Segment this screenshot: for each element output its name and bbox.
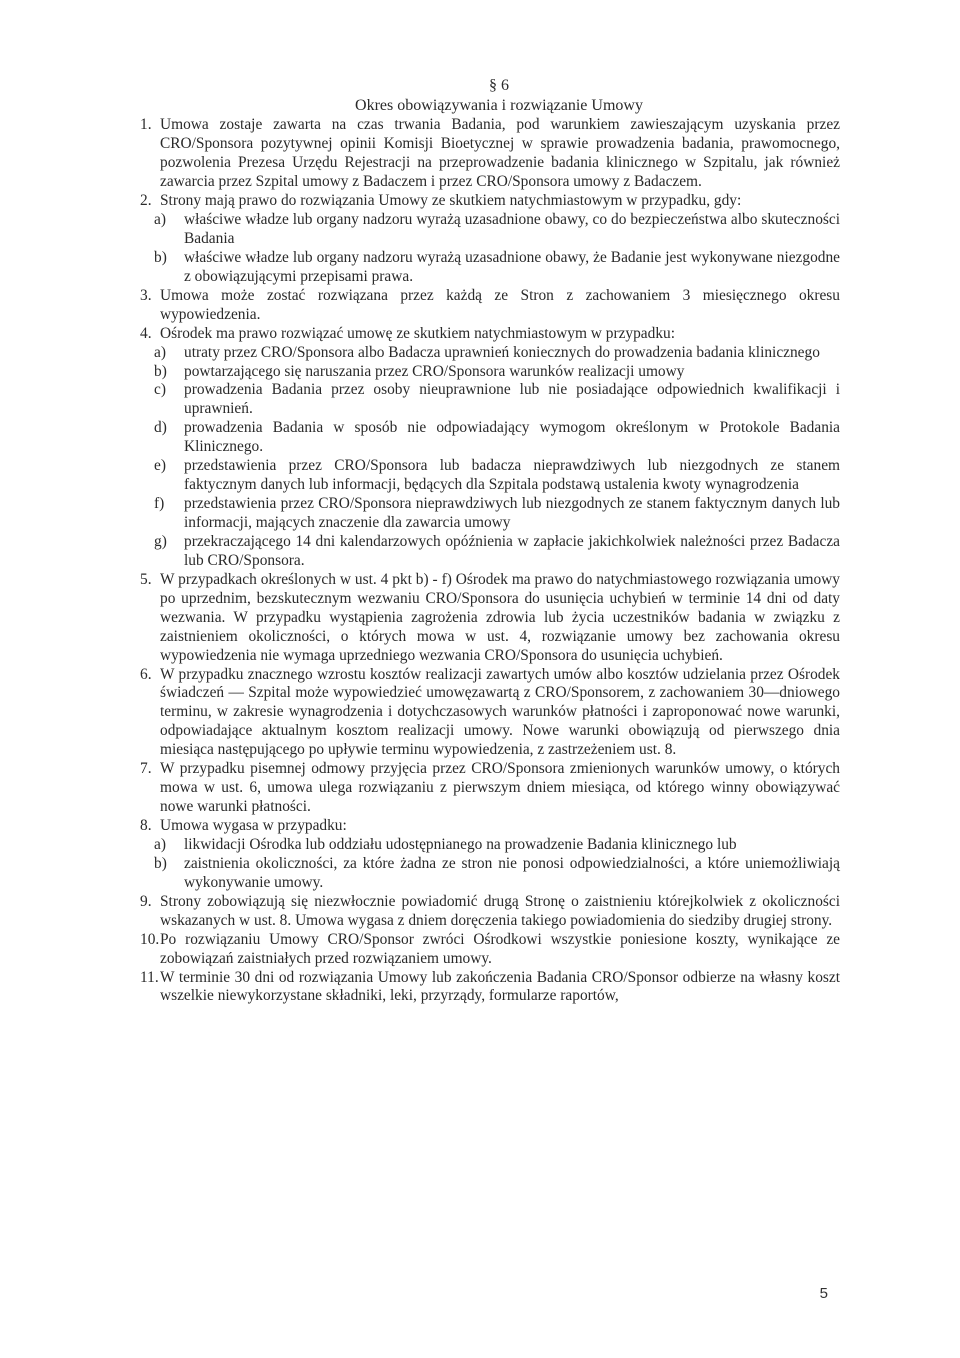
sub-item-text: prowadzenia Badania w sposób nie odpowiadający wymogom określonym w Protokole Badania Klinicznego.: [184, 419, 840, 456]
sub-item: [154, 457, 840, 495]
item-number: 5.: [140, 570, 152, 588]
list-item: [140, 192, 840, 211]
sub-item-text: utraty przez CRO/Sponsora albo Badacza uprawnień koniecznych do prowadzenia badania klinicznego: [184, 343, 820, 361]
sub-item: [154, 419, 840, 457]
sub-item: [154, 344, 840, 363]
item-number: 8.: [140, 817, 152, 835]
sub-item: [154, 533, 840, 571]
list-item: [140, 287, 840, 325]
list-item: [140, 969, 840, 1007]
sub-item-text: przedstawienia przez CRO/Sponsora nieprawdziwych lub niezgodnych ze stanem faktycznym danych lub informacji, mających znaczenie dla zawarcia umowy: [184, 495, 840, 532]
item-text: Umowa zostaje zawarta na czas trwania Badania, pod warunkiem zawieszającym uzyskania przez CRO/Sponsora pozytywnej opinii Komisji Bioetycznej w sprawie prowadzenia badania, prawomocnego, pozwolenia Prezesa Urzędu Rejestracji na przeprowadzenie badania klinicznego w Szpitalu, jak również zawarcia przez Szpital umowy z Badaczem i przez CRO/Sponsora umowy z Badaczem.: [160, 116, 840, 191]
sub-item: [154, 363, 840, 382]
item-number: 6.: [140, 665, 152, 683]
sub-item-letter: a): [154, 835, 166, 853]
sub-item: [154, 249, 840, 287]
document-body: [140, 76, 840, 1006]
list-item: [140, 893, 840, 931]
list-item: [140, 116, 840, 192]
item-text: Strony mają prawo do rozwiązania Umowy ze skutkiem natychmiastowym w przypadku, gdy:: [160, 192, 742, 210]
sub-item-letter: f): [154, 495, 165, 513]
sub-item-text: zaistnienia okoliczności, za które żadna ze stron nie ponosi odpowiedzialności, a które uniemożliwiają wykonywanie umowy.: [184, 854, 840, 891]
sub-item-letter: b): [154, 248, 167, 266]
sub-item-letter: e): [154, 457, 166, 475]
sub-item-letter: d): [154, 419, 167, 437]
list-item: [140, 325, 840, 344]
sub-item: [154, 211, 840, 249]
list-item: [140, 760, 840, 817]
item-text: Umowa może zostać rozwiązana przez każdą ze Stron z zachowaniem 3 miesięcznego okresu wypowiedzenia.: [160, 286, 840, 323]
sub-item-text: właściwe władze lub organy nadzoru wyrażą uzasadnione obawy, co do bezpieczeństwa albo skuteczności Badania: [184, 211, 840, 247]
sub-item-text: przedstawienia przez CRO/Sponsora lub badacza nieprawdziwych lub niezgodnych ze stanem faktycznym danych lub informacji, będących dla Szpitala podstawą ustalenia kwoty wynagrodzenia: [184, 457, 840, 494]
item-text: W przypadkach określonych w ust. 4 pkt b) - f) Ośrodek ma prawo do natychmiastowego rozwiązania umowy po uprzednim, bezskutecznym wezwaniu CRO/Sponsora do usunięcia uchybień w terminie 14 dni od daty wezwania. W przypadku wystąpienia zagrożenia zdrowia lub życia uczestników badania w związku z zaistnieniem okoliczności, o których mowa w ust. 4, rozwiązanie umowy bez zachowania okresu wypowiedzenia nie wymaga uprzedniego wezwania CRO/Sponsora do usunięcia uchybień.: [160, 570, 840, 664]
item-number: 9.: [140, 892, 152, 910]
item-number: 4.: [140, 324, 152, 342]
sub-item-text: prowadzenia Badania przez osoby nieuprawnione lub nie posiadające odpowiednich kwalifikacji i uprawnień.: [184, 381, 840, 418]
sub-item-letter: a): [154, 343, 166, 361]
sub-item: [154, 836, 840, 855]
section-mark: § 6: [489, 77, 509, 94]
sub-item-text: właściwe władze lub organy nadzoru wyrażą uzasadnione obawy, że Badanie jest wykonywane niezgodne z obowiązującymi przepisami prawa.: [184, 248, 840, 285]
item-text: W przypadku pisemnej odmowy przyjęcia przez CRO/Sponsora zmienionych warunków umowy, o których mowa w ust. 6, umowa ulega rozwiązaniu z pierwszym dniem miesiąca, od którego winny obowiązywać nowe warunki płatności.: [160, 760, 840, 816]
item-text: W terminie 30 dni od rozwiązania Umowy lub zakończenia Badania CRO/Sponsor odbierze na własny koszt wszelkie niewykorzystane składniki, leki, przyrządy, formularze raportów,: [160, 968, 840, 1005]
sub-item: [154, 381, 840, 419]
list-item: [140, 571, 840, 666]
list-item: [140, 817, 840, 836]
sub-item: [154, 495, 840, 533]
section-title: Okres obowiązywania i rozwiązanie Umowy: [355, 96, 643, 114]
item-text: Umowa wygasa w przypadku:: [160, 817, 347, 835]
item-text: Ośrodek ma prawo rozwiązać umowę ze skutkiem natychmiastowym w przypadku:: [160, 324, 676, 342]
list-item: [140, 666, 840, 761]
page-number: 5: [819, 1285, 828, 1302]
sub-item-letter: g): [154, 532, 167, 550]
sub-item-letter: c): [154, 381, 166, 399]
sub-item-text: powtarzającego się naruszania przez CRO/Sponsora warunków realizacji umowy: [184, 362, 685, 380]
list-item: [140, 931, 840, 969]
item-number: 10.: [140, 930, 160, 948]
item-text: W przypadku znacznego wzrostu kosztów realizacji zawartych umów albo kosztów udzielania przez Ośrodek świadczeń — Szpital może wypowiedzieć umowęzawartą z CRO/Sponsorem, z zachowaniem 30—dniowego terminu, w zakresie wynagrodzenia i dotychczasowych warunków płatności i zaproponować nowe warunki, odpowiadające aktualnym kosztom realizacji umowy. Nowe warunki obowiązują od pierwszego dnia miesiąca następującego po upływie terminu wypowiedzenia, z zastrzeżeniem ust. 8.: [160, 665, 840, 759]
sub-item: [154, 855, 840, 893]
item-number: 2.: [140, 192, 152, 210]
sub-item-letter: b): [154, 362, 167, 380]
item-text: Po rozwiązaniu Umowy CRO/Sponsor zwróci Ośrodkowi wszystkie poniesione koszty, wynikające ze zobowiązań zaistniałych przed rozwiązaniem umowy.: [160, 930, 840, 967]
sub-item-letter: a): [154, 211, 166, 229]
item-number: 1.: [140, 116, 152, 134]
sub-item-text: przekraczającego 14 dni kalendarzowych opóźnienia w zapłacie jakichkolwiek należności przez Badacza lub CRO/Sponsora.: [184, 532, 840, 569]
sub-item-text: likwidacji Ośrodka lub oddziału udostępnianego na prowadzenie Badania klinicznego lub: [184, 835, 737, 853]
item-number: 11.: [140, 968, 159, 986]
sub-item-letter: b): [154, 854, 167, 872]
item-text: Strony zobowiązują się niezwłocznie powiadomić drugą Stronę o zaistnieniu którejkolwiek z okoliczności wskazanych w ust. 8. Umowa wygasa z dniem doręczenia takiego powiadomienia do siedziby drugiej strony.: [160, 892, 840, 929]
item-number: 7.: [140, 760, 152, 778]
item-number: 3.: [140, 286, 152, 304]
